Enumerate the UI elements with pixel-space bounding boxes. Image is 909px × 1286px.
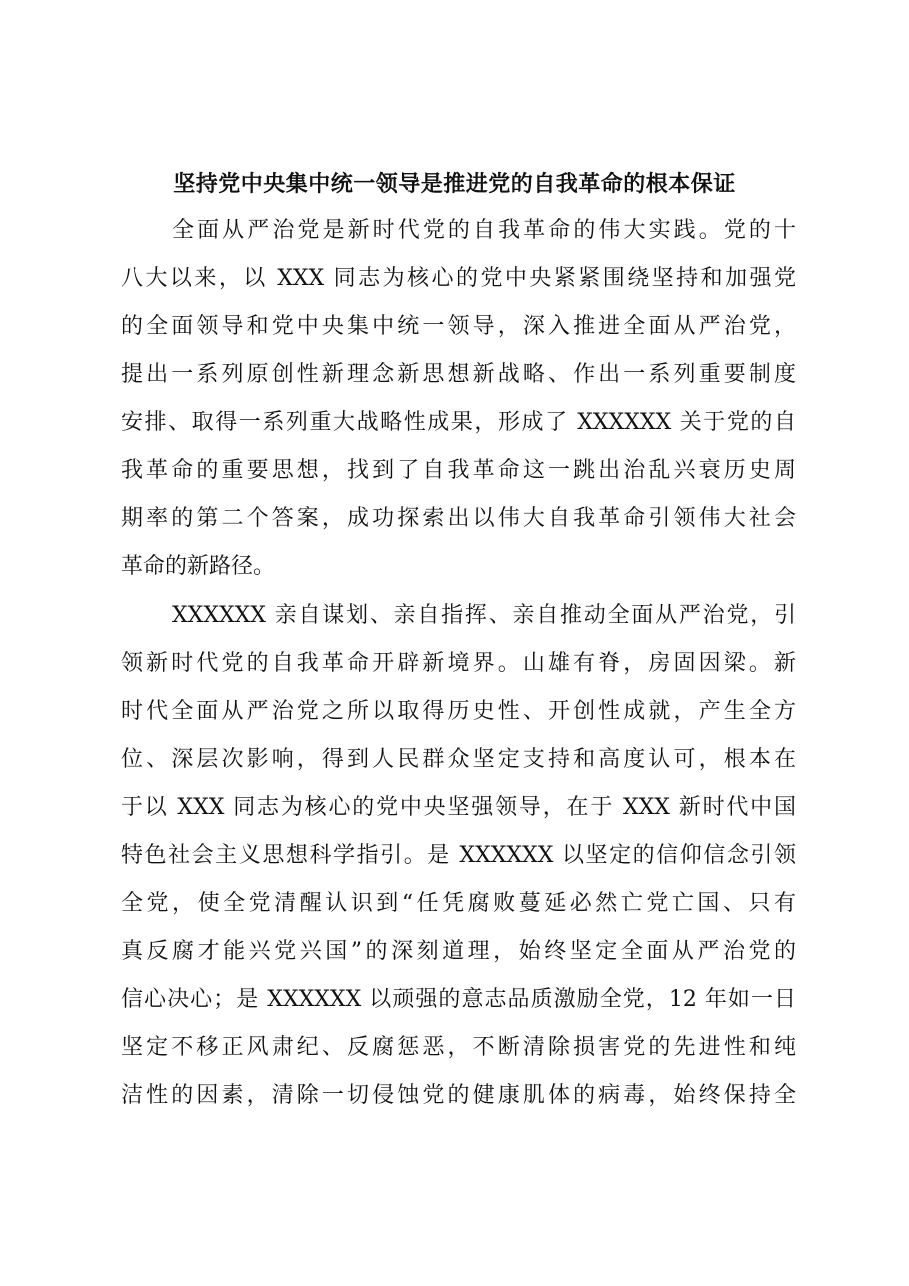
paragraph-line: 领新时代党的自我革命开辟新境界。山雄有脊，房固因梁。新 <box>121 651 796 676</box>
paragraph-line: 期率的第二个答案，成功探索出以伟大自我革命引领伟大社会 <box>121 506 796 531</box>
paragraph-line: 洁性的因素，清除一切侵蚀党的健康肌体的病毒，始终保持全 <box>121 1083 796 1108</box>
paragraph-line: 于以 XXX 同志为核心的党中央坚强领导，在于 XXX 新时代中国 <box>121 795 796 820</box>
paragraph-line: 特色社会主义思想科学指引。是 XXXXXX 以坚定的信仰信念引领 <box>121 843 796 868</box>
paragraph-line: 真反腐才能兴党兴国”的深刻道理，始终坚定全面从严治党的 <box>121 939 796 964</box>
paragraph-line: 时代全面从严治党之所以取得历史性、开创性成就，产生全方 <box>121 699 796 724</box>
paragraph-line: 全面从严治党是新时代党的自我革命的伟大实践。党的十 <box>172 218 796 243</box>
paragraph-line: XXXXXX 亲自谋划、亲自指挥、亲自推动全面从严治党，引 <box>172 603 796 628</box>
paragraph-line: 八大以来，以 XXX 同志为核心的党中央紧紧围绕坚持和加强党 <box>121 266 796 291</box>
paragraph-line: 的全面领导和党中央集中统一领导，深入推进全面从严治党， <box>121 314 796 339</box>
paragraph-line: 坚定不移正风肃纪、反腐惩恶，不断清除损害党的先进性和纯 <box>121 1035 796 1060</box>
paragraph-line: 提出一系列原创性新理念新思想新战略、作出一系列重要制度 <box>121 362 796 387</box>
paragraph-line: 我革命的重要思想，找到了自我革命这一跳出治乱兴衰历史周 <box>121 458 796 483</box>
paragraph-line: 位、深层次影响，得到人民群众坚定支持和高度认可，根本在 <box>121 747 796 772</box>
paragraph-line: 信心决心；是 XXXXXX 以顽强的意志品质激励全党，12 年如一日 <box>121 987 796 1012</box>
paragraph-line: 安排、取得一系列重大战略性成果，形成了 XXXXXX 关于党的自 <box>121 410 796 435</box>
paragraph-line: 革命的新路径。 <box>121 554 276 579</box>
paragraph-line: 全党，使全党清醒认识到“任凭腐败蔓延必然亡党亡国、只有 <box>121 891 796 916</box>
document-title: 坚持党中央集中统一领导是推进党的自我革命的根本保证 <box>173 171 736 197</box>
